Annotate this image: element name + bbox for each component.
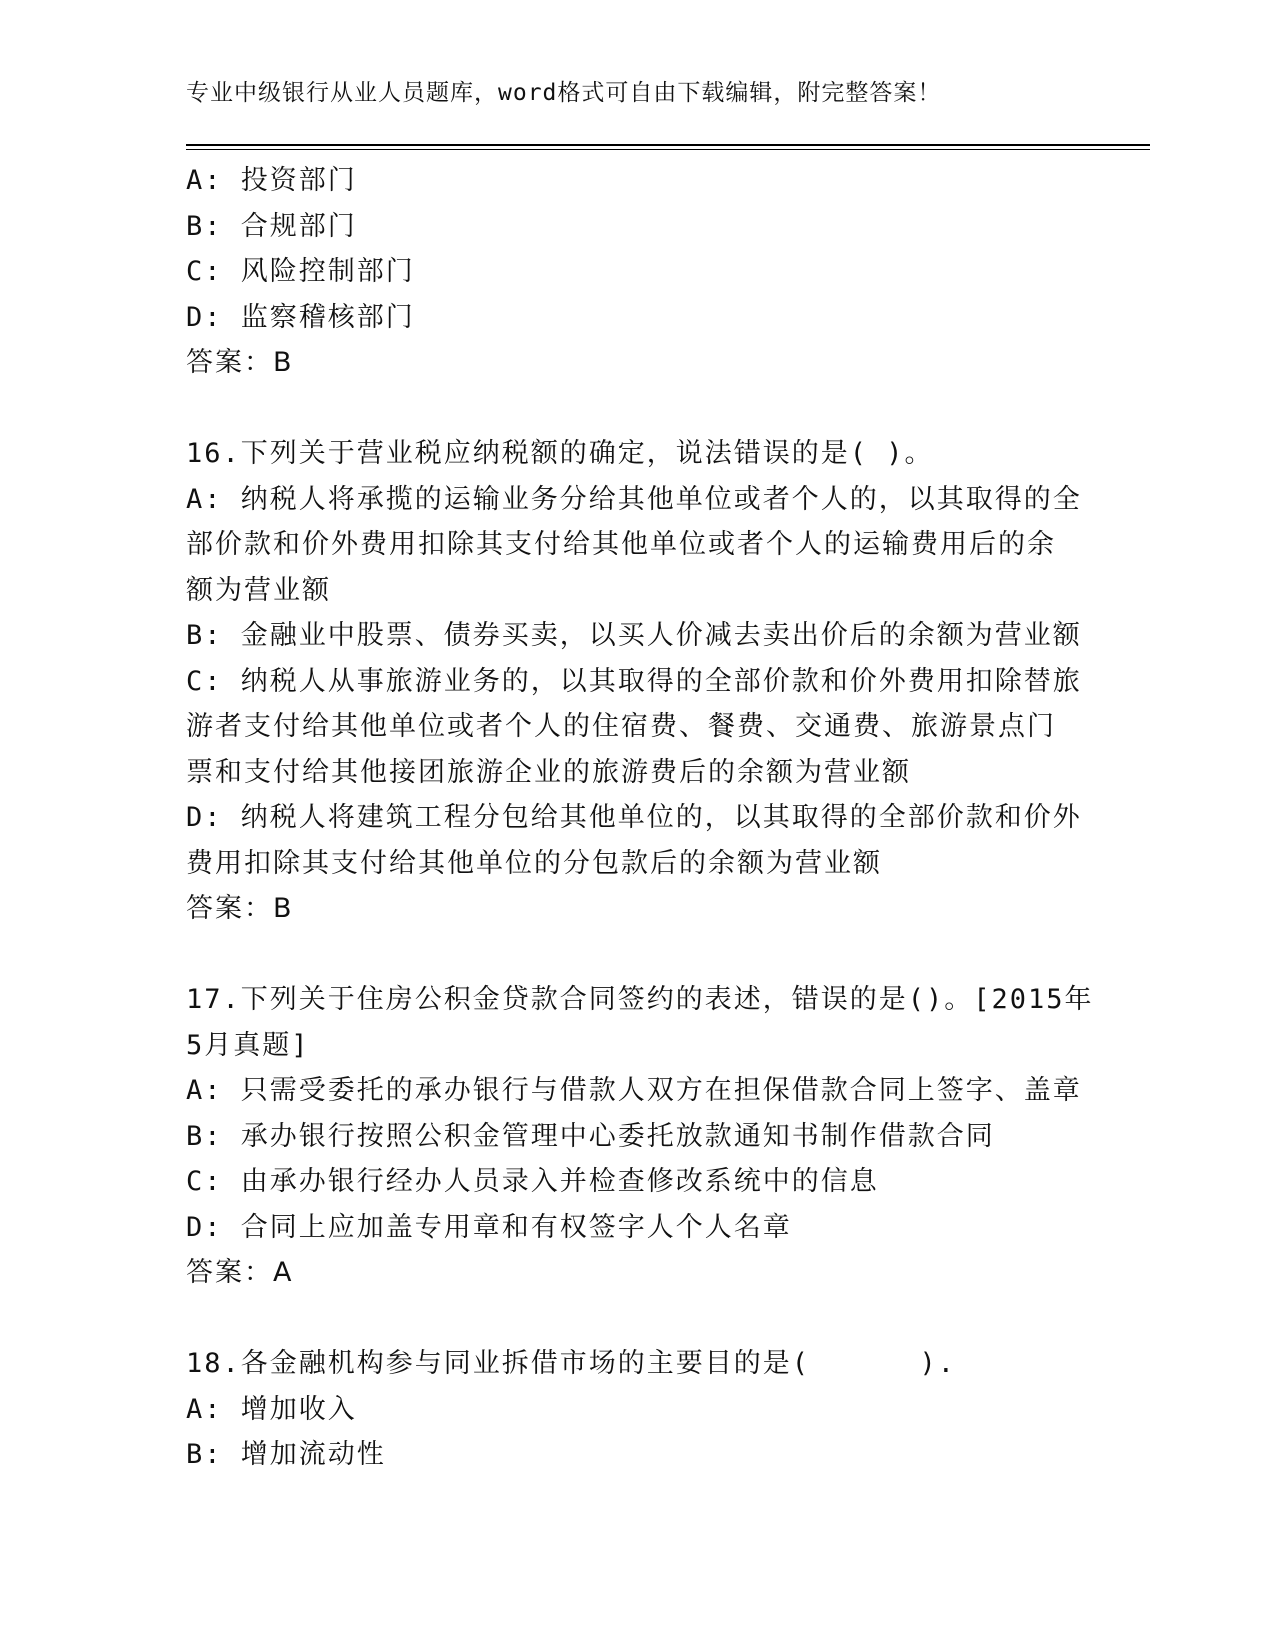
option-d-cont: 费用扣除其支付给其他单位的分包款后的余额为营业额: [186, 847, 882, 879]
question-15-continued: [186, 158, 1066, 386]
option-b: B: 承办银行按照公积金管理中心委托放款通知书制作借款合同: [186, 1120, 995, 1152]
question-16: [186, 431, 1082, 932]
option-c-cont: 游者支付给其他单位或者个人的住宿费、餐费、交通费、旅游景点门: [186, 711, 1056, 742]
option-d: D: 监察稽核部门: [186, 301, 415, 333]
option-d: D: 纳税人将建筑工程分包给其他单位的，以其取得的全部价款和价外: [186, 802, 1082, 833]
option-a: A: 只需受委托的承办银行与借款人双方在担保借款合同上签字、盖章: [186, 1075, 1082, 1106]
header-rule: [186, 144, 1150, 150]
question-18: [186, 1341, 1066, 1478]
option-c: C: 由承办银行经办人员录入并检查修改系统中的信息: [186, 1166, 879, 1197]
option-c-cont: 票和支付给其他接团旅游企业的旅游费后的余额为营业额: [186, 756, 911, 788]
option-a-cont: 额为营业额: [186, 574, 331, 606]
question-stem-cont: 5月真题]: [186, 1029, 310, 1061]
option-a-cont: 部价款和价外费用扣除其支付给其他单位或者个人的运输费用后的余: [186, 529, 1056, 560]
option-b: B: 合规部门: [186, 210, 357, 242]
option-c: C: 风险控制部门: [186, 256, 415, 287]
answer: 答案：A: [186, 1257, 294, 1288]
option-a: A: 纳税人将承揽的运输业务分给其他单位或者个人的，以其取得的全: [186, 483, 1082, 515]
question-stem: 17.下列关于住房公积金贷款合同签约的表述，错误的是()。[2015年: [186, 984, 1094, 1015]
option-b: B: 增加流动性: [186, 1439, 386, 1470]
question-17: [186, 977, 1094, 1296]
answer: 答案：B: [186, 893, 294, 924]
question-stem: 18.各金融机构参与同业拆借市场的主要目的是( ).: [186, 1348, 957, 1379]
option-a: A: 增加收入: [186, 1393, 357, 1425]
answer: 答案：B: [186, 347, 294, 378]
option-d: D: 合同上应加盖专用章和有权签字人个人名章: [186, 1211, 792, 1243]
document-body: [186, 158, 1094, 1478]
option-a: A: 投资部门: [186, 165, 357, 196]
option-c: C: 纳税人从事旅游业务的，以其取得的全部价款和价外费用扣除替旅: [186, 665, 1082, 697]
option-b: B: 金融业中股票、债券买卖，以买人价减去卖出价后的余额为营业额: [186, 620, 1082, 651]
question-stem: 16.下列关于营业税应纳税额的确定，说法错误的是( )。: [186, 438, 934, 469]
page-header: 专业中级银行从业人员题库，word格式可自由下载编辑，附完整答案！: [186, 80, 942, 106]
